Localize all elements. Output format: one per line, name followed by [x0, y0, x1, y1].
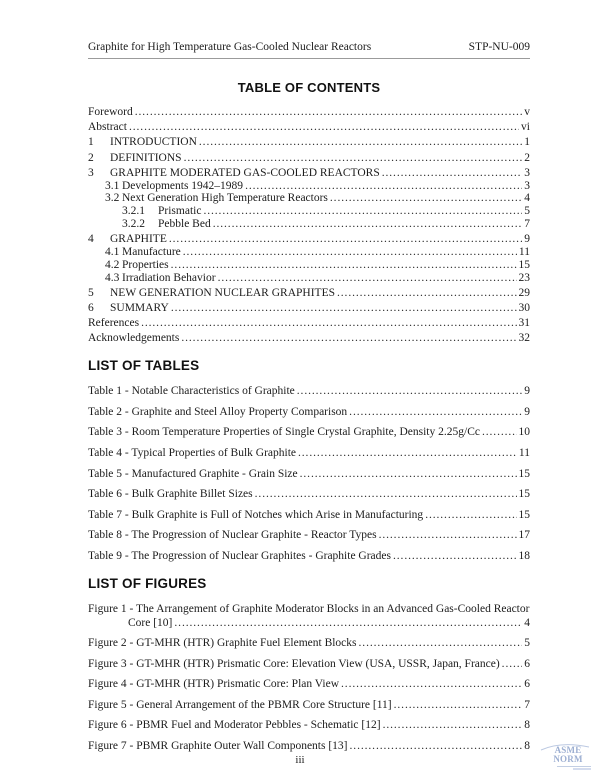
table-entry-page: 9: [524, 385, 530, 398]
toc-entry-number: 3.2: [105, 192, 120, 205]
toc-entry-page: 32: [518, 332, 530, 345]
toc-entry-title: NEW GENERATION NUCLEAR GRAPHITES: [110, 286, 335, 299]
table-entry-title: Table 1 - Notable Characteristics of Graphite: [88, 385, 295, 398]
toc-entry-number: 2: [88, 151, 94, 164]
toc-entry-page: 29: [518, 286, 530, 299]
toc-entry: [88, 259, 530, 271]
toc-entry-number: 3.2.1: [122, 205, 145, 218]
dot-leader: [394, 699, 523, 711]
toc-entry: [88, 205, 530, 217]
header-title: Graphite for High Temperature Gas-Cooled Nuclear Reactors: [88, 41, 372, 53]
toc-entry-title: Foreword: [88, 106, 133, 118]
toc-entry: [88, 192, 530, 204]
toc-entry-title: DEFINITIONS: [110, 151, 182, 164]
dot-leader: [199, 136, 522, 148]
dot-leader: [502, 658, 523, 670]
table-entry-page: 11: [518, 447, 530, 460]
dot-leader: [330, 192, 522, 204]
figure-entry-line2: [88, 617, 530, 629]
table-entry: [88, 385, 530, 397]
figures-heading: LIST OF FIGURES: [88, 576, 207, 592]
toc-entry-number: 6: [88, 301, 94, 314]
table-entry-page: 9: [524, 405, 530, 418]
figure-entry-line1: [88, 658, 530, 670]
table-entry: [88, 529, 530, 541]
toc-entry-page: 5: [524, 205, 530, 218]
dot-leader: [349, 406, 522, 418]
toc-entry-page: 23: [518, 271, 530, 284]
figure-entry: [88, 740, 530, 752]
page-content: [88, 80, 530, 761]
figure-entry: [88, 678, 530, 690]
watermark-text: ASME NORM: [553, 745, 583, 764]
dot-leader: [181, 332, 516, 344]
toc-entry: [88, 272, 530, 284]
table-entry: [88, 550, 530, 562]
dot-leader: [135, 106, 523, 118]
swoosh-icon: [539, 742, 597, 752]
dot-leader: [482, 426, 517, 438]
toc-list: [88, 106, 530, 344]
figure-entry-page: 5: [524, 637, 530, 650]
dot-leader: [174, 617, 522, 629]
dot-leader: [393, 550, 517, 562]
dot-leader: [255, 488, 517, 500]
figure-entry: [88, 658, 530, 670]
dot-leader: [213, 218, 523, 230]
dot-leader: [203, 205, 522, 217]
table-entry-page: 15: [518, 488, 530, 501]
dot-leader: [337, 287, 517, 299]
toc-entry: [88, 287, 530, 299]
table-entry-title: Table 7 - Bulk Graphite is Full of Notches which Arise in Manufacturing: [88, 508, 424, 521]
table-entry-page: 18: [518, 550, 530, 563]
toc-entry-page: 4: [524, 192, 530, 205]
toc-entry: [88, 180, 530, 192]
toc-entry-page: 1: [524, 136, 530, 149]
figure-entry-title: Figure 2 - GT-MHR (HTR) Graphite Fuel Element Blocks: [88, 637, 357, 650]
dot-leader: [171, 259, 517, 271]
figures-list: [88, 603, 530, 752]
table-entry-page: 17: [518, 529, 530, 542]
figure-entry-page: 8: [524, 740, 530, 753]
header-doc-number: STP-NU-009: [468, 41, 530, 53]
figure-entry-continuation: Core [10]: [128, 616, 173, 629]
asme-watermark: [539, 746, 597, 770]
figure-entry-page: 6: [524, 678, 530, 691]
toc-entry-title: GRAPHITE: [110, 233, 167, 246]
toc-entry-page: 11: [518, 245, 530, 258]
toc-entry-number: 3: [88, 166, 94, 179]
dot-leader: [218, 272, 517, 284]
toc-entry: [88, 152, 530, 164]
toc-entry-page: 9: [524, 233, 530, 246]
toc-entry-title: INTRODUCTION: [110, 136, 197, 149]
figure-entry-title: Figure 5 - General Arrangement of the PBMR Core Structure [11]: [88, 698, 392, 711]
toc-entry-number: 1: [88, 136, 94, 149]
figure-entry-line1: [88, 719, 530, 731]
dot-leader: [425, 509, 516, 521]
dot-leader: [298, 447, 517, 459]
table-entry-title: Table 9 - The Progression of Nuclear Graphites - Graphite Grades: [88, 550, 391, 563]
toc-entry-page: 2: [524, 151, 530, 164]
toc-entry-title: GRAPHITE MODERATED GAS-COOLED REACTORS: [110, 166, 380, 179]
toc-entry-page: 15: [518, 258, 530, 271]
dot-leader: [341, 678, 522, 690]
dot-leader: [383, 719, 523, 731]
toc-entry-page: v: [524, 106, 530, 118]
toc-entry-number: 4.2: [105, 258, 120, 271]
toc-entry-number: 5: [88, 286, 94, 299]
figure-entry-title: Figure 6 - PBMR Fuel and Moderator Pebbles - Schematic [12]: [88, 719, 381, 732]
table-entry-page: 10: [518, 426, 530, 439]
toc-entry-title: Acknowledgements: [88, 332, 180, 345]
toc-entry-number: 4.1: [105, 245, 120, 258]
toc-entry-title: Prismatic: [158, 205, 202, 218]
table-entry-title: Table 3 - Room Temperature Properties of Single Crystal Graphite, Density 2.25g/Cc: [88, 426, 480, 439]
figure-entry-page: 8: [524, 719, 530, 732]
toc-entry-title: References: [88, 317, 140, 330]
table-entry-title: Table 2 - Graphite and Steel Alloy Property Comparison: [88, 405, 348, 418]
dot-leader: [171, 302, 517, 314]
tables-list: [88, 385, 530, 562]
dot-leader: [379, 529, 517, 541]
toc-entry-page: vi: [521, 121, 530, 134]
figure-entry-title: Figure 7 - PBMR Graphite Outer Wall Components [13]: [88, 740, 348, 753]
toc-entry: [88, 317, 530, 329]
figure-entry-line1: [88, 699, 530, 711]
toc-entry: [88, 246, 530, 258]
page-header: [88, 41, 530, 59]
tables-heading: LIST OF TABLES: [88, 358, 200, 374]
table-entry-page: 15: [518, 508, 530, 521]
figure-entry: [88, 719, 530, 731]
dot-leader: [141, 317, 516, 329]
toc-entry-page: 30: [518, 301, 530, 314]
dot-leader: [382, 167, 523, 179]
toc-entry-title: Irradiation Behavior: [122, 271, 216, 284]
toc-entry-title: Abstract: [88, 121, 127, 134]
table-entry: [88, 488, 530, 500]
toc-entry: [88, 106, 530, 118]
toc-entry: [88, 233, 530, 245]
table-entry-title: Table 4 - Typical Properties of Bulk Graphite: [88, 447, 296, 460]
figure-entry: [88, 603, 530, 629]
toc-entry-number: 3.1: [105, 179, 120, 192]
figure-entry-page: 4: [524, 616, 530, 629]
toc-entry: [88, 121, 530, 133]
dot-leader: [245, 180, 522, 192]
figure-entry: [88, 699, 530, 711]
figure-entry-page: 7: [524, 698, 530, 711]
figure-entry-title: Figure 3 - GT-MHR (HTR) Prismatic Core: Elevation View (USA, USSR, Japan, France): [88, 657, 500, 670]
table-entry-title: Table 5 - Manufactured Graphite - Grain Size: [88, 467, 298, 480]
table-entry: [88, 406, 530, 418]
toc-entry-number: 4.3: [105, 271, 120, 284]
figure-entry: [88, 637, 530, 649]
figure-entry-title: Figure 1 - The Arrangement of Graphite Moderator Blocks in an Advanced Gas-Cooled Reactor: [88, 603, 530, 616]
toc-entry: [88, 136, 530, 148]
table-entry-title: Table 6 - Bulk Graphite Billet Sizes: [88, 488, 253, 501]
toc-entry: [88, 218, 530, 230]
figure-entry-line1: [88, 603, 530, 615]
figure-entry-page: 6: [524, 657, 530, 670]
toc-entry-title: Manufacture: [122, 245, 181, 258]
toc-entry-title: Next Generation High Temperature Reactors: [122, 192, 328, 205]
toc-entry-title: Pebble Bed: [158, 217, 211, 230]
toc-entry-title: SUMMARY: [110, 301, 169, 314]
watermark-subline: [573, 768, 591, 770]
toc-entry-page: 3: [524, 166, 530, 179]
table-entry-page: 15: [518, 467, 530, 480]
figure-entry-line1: [88, 740, 530, 752]
toc-heading: TABLE OF CONTENTS: [237, 80, 381, 95]
figure-entry-title: Figure 4 - GT-MHR (HTR) Prismatic Core: Plan View: [88, 678, 340, 691]
toc-entry: [88, 332, 530, 344]
table-entry: [88, 426, 530, 438]
toc-entry-page: 3: [524, 179, 530, 192]
toc-entry-title: Developments 1942–1989: [122, 179, 244, 192]
dot-leader: [359, 637, 523, 649]
table-entry: [88, 447, 530, 459]
dot-leader: [129, 121, 519, 133]
table-entry-title: Table 8 - The Progression of Nuclear Graphite - Reactor Types: [88, 529, 377, 542]
dot-leader: [184, 152, 523, 164]
toc-entry-number: 3.2.2: [122, 217, 145, 230]
toc-entry: [88, 167, 530, 179]
dot-leader: [297, 385, 522, 397]
table-entry: [88, 509, 530, 521]
dot-leader: [169, 233, 522, 245]
toc-entry-title: Properties: [122, 258, 169, 271]
dot-leader: [350, 740, 523, 752]
toc-entry-page: 31: [518, 317, 530, 330]
page-number: iii: [295, 754, 305, 766]
figure-entry-line1: [88, 678, 530, 690]
dot-leader: [183, 246, 517, 258]
toc-entry-number: 4: [88, 233, 94, 246]
figure-entry-line1: [88, 637, 530, 649]
table-entry: [88, 468, 530, 480]
watermark-underline: [557, 766, 591, 767]
toc-entry-page: 7: [524, 217, 530, 230]
dot-leader: [300, 468, 517, 480]
toc-entry: [88, 302, 530, 314]
